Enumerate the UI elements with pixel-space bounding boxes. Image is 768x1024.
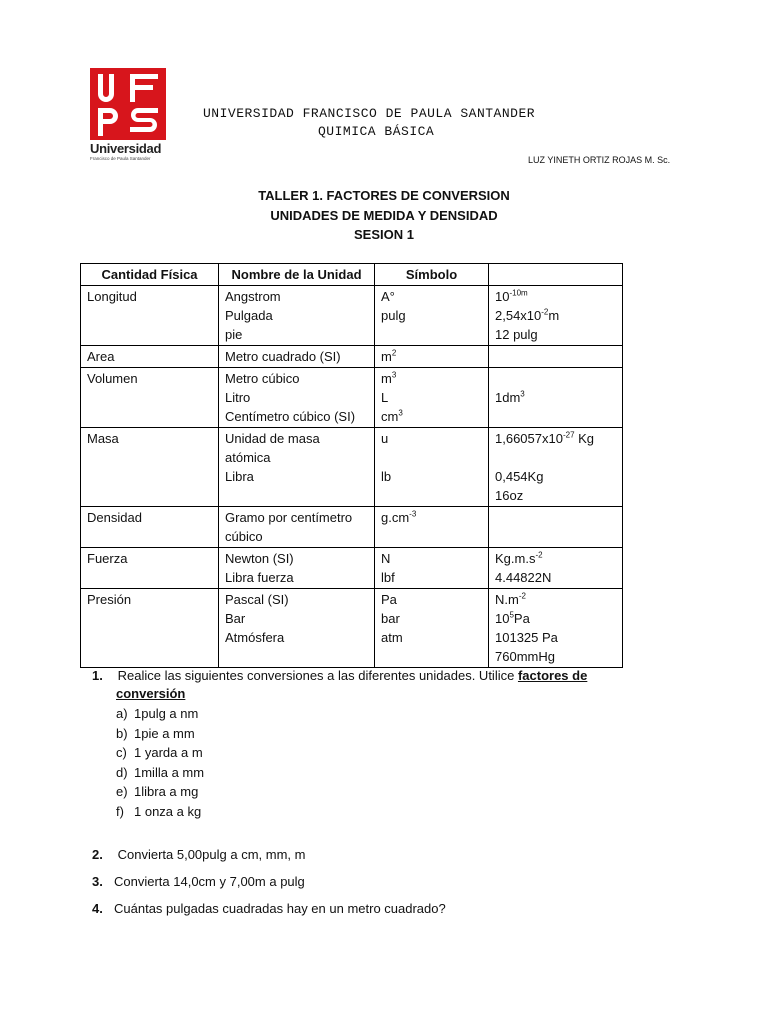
unit-symbol: u bbox=[381, 431, 389, 446]
cell-equivalences bbox=[489, 368, 623, 428]
question-text: Realice las siguientes conversiones a las diferentes unidades. Utilice bbox=[114, 668, 518, 683]
cell-unit-names bbox=[219, 507, 375, 548]
unit-equivalence bbox=[495, 448, 616, 467]
unit-name: pie bbox=[225, 327, 243, 342]
question-number: 4. bbox=[92, 901, 103, 916]
header-valor bbox=[489, 264, 623, 286]
unit-equivalence bbox=[495, 527, 616, 546]
list-item bbox=[116, 724, 204, 744]
unit-equivalence bbox=[495, 369, 616, 388]
question-number: 3. bbox=[92, 874, 103, 889]
cell-symbols bbox=[375, 428, 489, 507]
list-item-text: 1pie a mm bbox=[134, 725, 195, 741]
table-row bbox=[81, 589, 623, 668]
unit-symbol: $m^2$ bbox=[381, 348, 397, 364]
table-row bbox=[81, 548, 623, 589]
cell-quantity: Longitud bbox=[81, 286, 219, 346]
session-title: SESION 1 bbox=[354, 227, 414, 242]
list-item bbox=[116, 743, 204, 763]
university-name: UNIVERSIDAD FRANCISCO DE PAULA SANTANDER bbox=[203, 106, 536, 121]
list-item-letter: b) bbox=[116, 725, 128, 741]
table-header-row bbox=[81, 264, 623, 286]
table-row bbox=[81, 346, 623, 368]
table-row bbox=[81, 368, 623, 428]
list-item bbox=[116, 802, 204, 822]
unit-name: Litro bbox=[225, 390, 251, 405]
unit-equivalence: $10^{-10m}$ bbox=[495, 288, 528, 304]
unit-equivalence: 12 pulg bbox=[495, 327, 538, 342]
cell-unit-names bbox=[219, 286, 375, 346]
unit-symbol bbox=[381, 325, 482, 344]
unit-name: Atmósfera bbox=[225, 630, 285, 645]
superscript: -10m bbox=[509, 288, 528, 298]
logo-mark bbox=[90, 68, 166, 140]
list-item bbox=[116, 782, 204, 802]
list-item bbox=[116, 704, 204, 724]
logo-subtitle: Francisco de Paula Santander bbox=[90, 156, 151, 161]
unit-name: Libra fuerza bbox=[225, 570, 294, 585]
cell-symbols bbox=[375, 589, 489, 668]
cell-equivalences bbox=[489, 428, 623, 507]
list-item-text: 1 onza a kg bbox=[134, 803, 202, 819]
question-4 bbox=[92, 901, 446, 916]
cell-symbols bbox=[375, 548, 489, 589]
unit-name: Pascal (SI) bbox=[225, 592, 289, 607]
unit-equivalence bbox=[495, 347, 616, 366]
unit-symbol: Pa bbox=[381, 592, 397, 607]
question-emphasis: factores de bbox=[517, 668, 588, 683]
question-text: Cuántas pulgadas cuadradas hay en un metro cuadrado? bbox=[114, 901, 446, 916]
unit-symbol: $g.cm^{-3}$ bbox=[381, 509, 417, 525]
cell-quantity: Masa bbox=[81, 428, 219, 507]
unit-name: Centímetro cúbico (SI) bbox=[225, 409, 356, 424]
unit-symbol: L bbox=[381, 390, 389, 405]
header-nombre: Nombre de la Unidad bbox=[219, 264, 375, 286]
table-row bbox=[81, 507, 623, 548]
unit-equivalence: 760mmHg bbox=[495, 649, 555, 664]
question-emphasis-cont: conversión bbox=[116, 686, 186, 701]
question-2 bbox=[92, 847, 305, 862]
list-item-text: 1 yarda a m bbox=[134, 745, 203, 760]
cell-quantity: Fuerza bbox=[81, 548, 219, 589]
list-item-letter: e) bbox=[116, 784, 128, 799]
unit-symbol: atm bbox=[381, 630, 403, 645]
unit-name: Gramo por centímetro bbox=[225, 510, 353, 525]
unit-symbol: A° bbox=[381, 289, 395, 304]
superscript: -2 bbox=[535, 550, 543, 560]
unit-equivalence: $N.m^{-2}$ bbox=[495, 591, 526, 607]
cell-symbols bbox=[375, 368, 489, 428]
list-item-letter: d) bbox=[116, 764, 128, 780]
unit-symbol: lb bbox=[381, 469, 392, 484]
unit-name: Angstrom bbox=[225, 289, 281, 304]
cell-unit-names bbox=[219, 589, 375, 668]
cell-quantity: Volumen bbox=[81, 368, 219, 428]
unit-symbol bbox=[381, 647, 482, 666]
cell-quantity: Presión bbox=[81, 589, 219, 668]
conversion-list bbox=[116, 704, 204, 821]
unit-symbol: lbf bbox=[381, 570, 395, 585]
question-number: 2. bbox=[92, 847, 103, 862]
unit-symbol: $m^3$ bbox=[381, 370, 397, 386]
cell-equivalences bbox=[489, 346, 623, 368]
table-body bbox=[81, 286, 623, 668]
unit-symbol bbox=[381, 527, 482, 546]
question-number: 1. bbox=[92, 668, 103, 683]
unit-name: cúbico bbox=[225, 529, 263, 544]
question-1 bbox=[92, 668, 587, 683]
superscript: 3 bbox=[391, 370, 397, 380]
unit-name bbox=[225, 647, 368, 666]
superscript: -2 bbox=[518, 591, 526, 601]
superscript: 5 bbox=[509, 610, 514, 620]
unit-equivalence: 4.44822N bbox=[495, 570, 552, 585]
unit-symbol: pulg bbox=[381, 308, 406, 323]
superscript: -2 bbox=[541, 307, 549, 317]
unit-symbol bbox=[381, 448, 482, 467]
unit-equivalence: $1dm^3$ bbox=[495, 389, 525, 405]
cell-equivalences bbox=[489, 507, 623, 548]
list-item-text: 1pulg a nm bbox=[134, 706, 199, 721]
unit-equivalence: 101325 Pa bbox=[495, 630, 558, 645]
cell-quantity: Area bbox=[81, 346, 219, 368]
taller-subtitle: UNIDADES DE MEDIDA Y DENSIDAD bbox=[270, 208, 498, 223]
unit-name: Libra bbox=[225, 469, 254, 484]
unit-name bbox=[225, 486, 368, 505]
header-cantidad: Cantidad Física bbox=[81, 264, 219, 286]
unit-equivalence bbox=[495, 508, 616, 527]
units-table bbox=[80, 263, 623, 668]
cell-symbols bbox=[375, 286, 489, 346]
cell-unit-names bbox=[219, 548, 375, 589]
unit-symbol: N bbox=[381, 551, 391, 566]
list-item-letter: c) bbox=[116, 745, 127, 760]
unit-equivalence: $2,54x10^{-2}m$ bbox=[495, 307, 560, 323]
taller-title: TALLER 1. FACTORES DE CONVERSION bbox=[258, 188, 510, 203]
cell-unit-names bbox=[219, 428, 375, 507]
unit-symbol: $cm^3$ bbox=[381, 408, 403, 424]
superscript: -27 bbox=[562, 430, 575, 440]
ufps-letters-icon bbox=[90, 68, 166, 140]
list-item-text: 1milla a mm bbox=[134, 764, 205, 780]
list-item-letter: a) bbox=[116, 706, 128, 721]
unit-name: Unidad de masa bbox=[225, 431, 320, 446]
unit-name: Pulgada bbox=[225, 308, 273, 323]
table-row bbox=[81, 286, 623, 346]
cell-equivalences bbox=[489, 589, 623, 668]
unit-symbol bbox=[381, 486, 482, 505]
list-item-text: 1libra a mg bbox=[134, 784, 199, 799]
unit-equivalence: 0,454Kg bbox=[495, 469, 544, 484]
header-simbolo: Símbolo bbox=[375, 264, 489, 286]
table-row bbox=[81, 428, 623, 507]
unit-name: Metro cúbico bbox=[225, 371, 300, 386]
unit-name: Newton (SI) bbox=[225, 551, 294, 566]
superscript: 2 bbox=[391, 348, 397, 358]
unit-equivalence: $Kg.m.s^{-2}$ bbox=[495, 550, 543, 566]
superscript: -3 bbox=[409, 509, 417, 519]
question-3 bbox=[92, 874, 305, 889]
unit-equivalence: $1,66057x10^{-27}$ Kg bbox=[495, 430, 595, 446]
unit-equivalence bbox=[495, 407, 616, 426]
list-item bbox=[116, 763, 204, 783]
course-name: QUIMICA BÁSICA bbox=[318, 124, 435, 139]
superscript: 3 bbox=[520, 389, 525, 399]
cell-equivalences bbox=[489, 548, 623, 589]
unit-equivalence: 16oz bbox=[495, 488, 524, 503]
logo-wordmark: Universidad bbox=[90, 141, 162, 156]
unit-name: atómica bbox=[225, 450, 271, 465]
unit-equivalence: $10^5Pa$ bbox=[495, 610, 530, 626]
superscript: 3 bbox=[398, 408, 403, 418]
cell-symbols bbox=[375, 346, 489, 368]
ufps-logo bbox=[90, 68, 170, 161]
author-name: LUZ YINETH ORTIZ ROJAS M. Sc. bbox=[528, 155, 671, 165]
cell-symbols bbox=[375, 507, 489, 548]
unit-name: Metro cuadrado (SI) bbox=[225, 349, 341, 364]
question-text: Convierta 14,0cm y 7,00m a pulg bbox=[114, 874, 305, 889]
unit-symbol: bar bbox=[381, 611, 400, 626]
unit-name: Bar bbox=[225, 611, 246, 626]
cell-equivalences bbox=[489, 286, 623, 346]
list-item-letter: f) bbox=[116, 803, 124, 819]
cell-quantity: Densidad bbox=[81, 507, 219, 548]
question-text: Convierta 5,00pulg a cm, mm, m bbox=[114, 847, 306, 862]
cell-unit-names bbox=[219, 346, 375, 368]
cell-unit-names bbox=[219, 368, 375, 428]
